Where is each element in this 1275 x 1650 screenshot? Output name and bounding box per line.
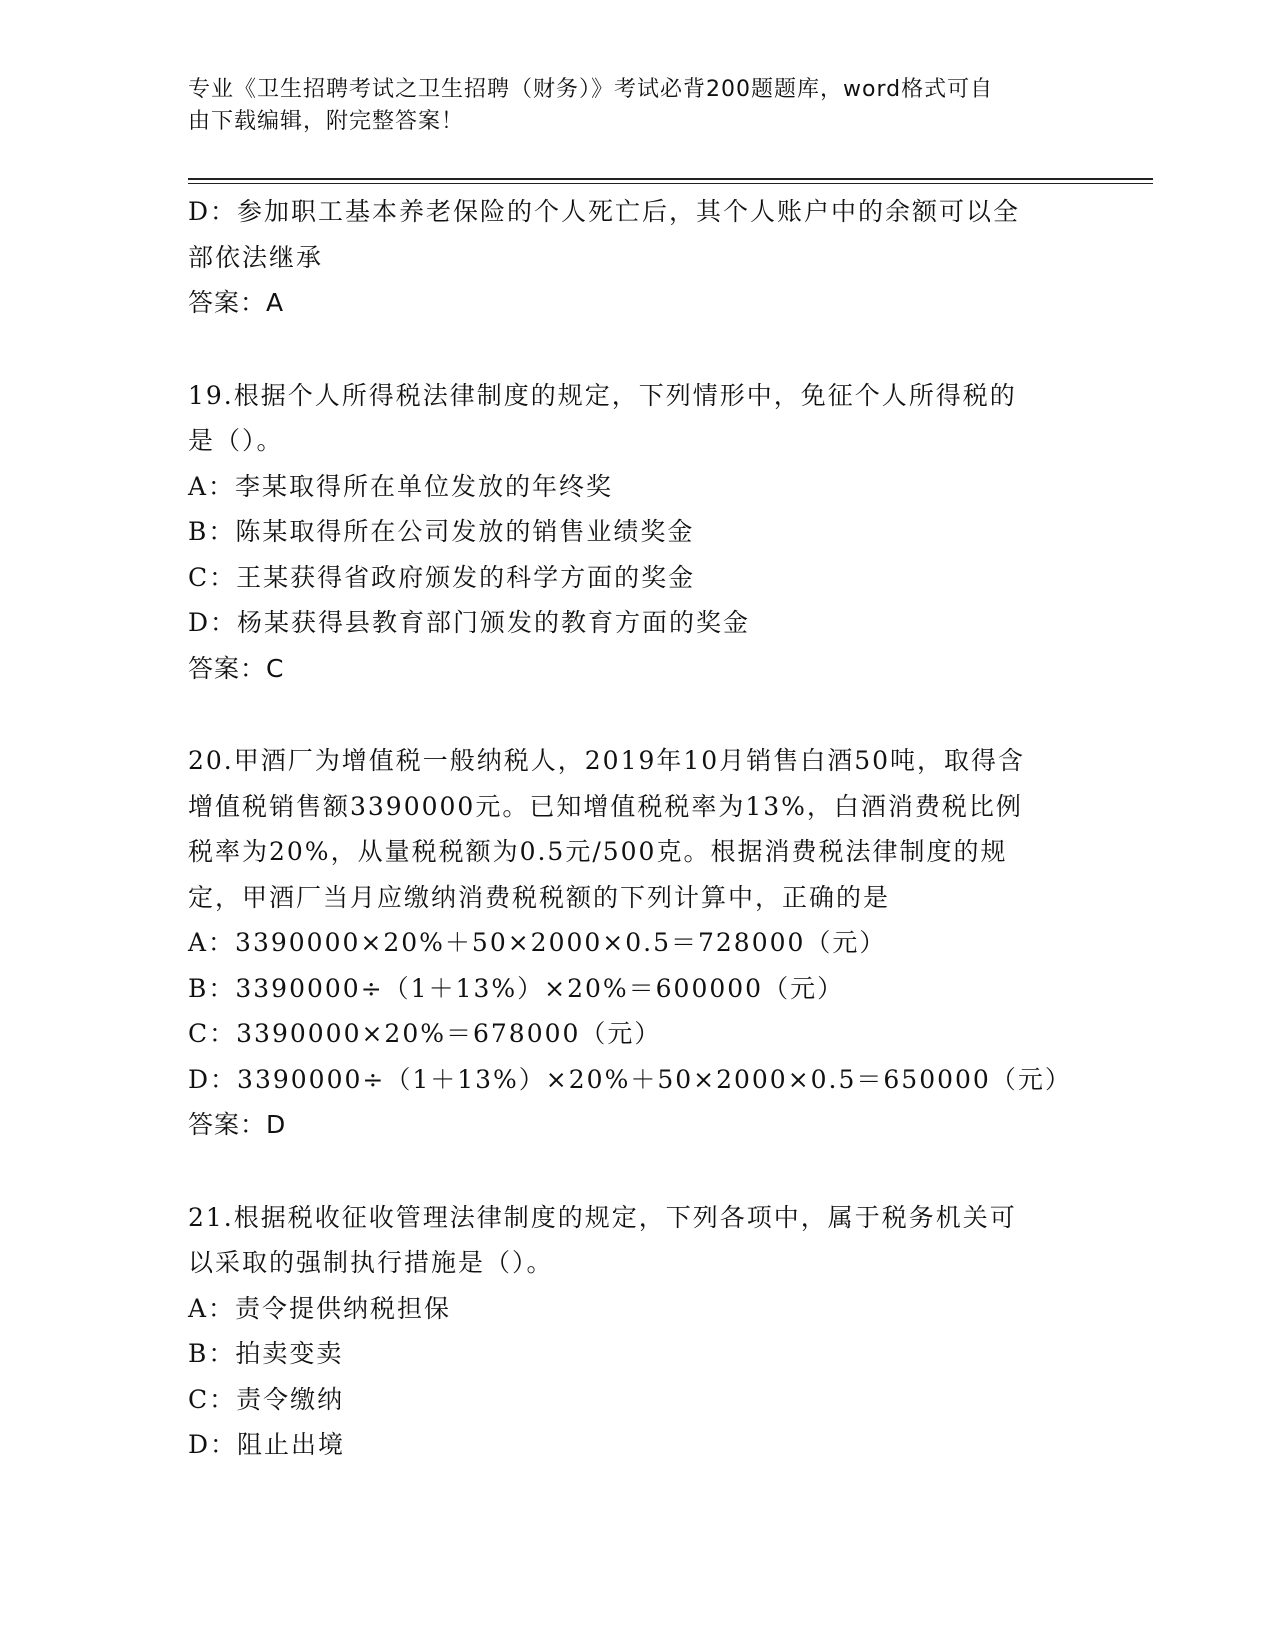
question-list — [188, 189, 1088, 1468]
question-stem-continued: 以采取的强制执行措施是（）。 — [188, 1248, 554, 1277]
question-stem-continued: 定，甲酒厂当月应缴纳消费税税额的下列计算中，正确的是 — [188, 882, 891, 912]
question-stem: 19.根据个人所得税法律制度的规定，下列情形中，免征个人所得税的 — [188, 380, 1017, 410]
option-b: B：拍卖变卖 — [188, 1339, 344, 1368]
option-b: B：3390000÷（1＋13%）×20%＝600000（元） — [188, 973, 845, 1003]
option-d-continued: 部依法继承 — [188, 242, 324, 272]
option-c: C：责令缴纳 — [188, 1384, 345, 1414]
option-b: B：陈某取得所在公司发放的销售业绩奖金 — [188, 517, 695, 546]
question-21 — [188, 1195, 1088, 1468]
question-stem: 21.根据税收征收管理法律制度的规定，下列各项中，属于税务机关可 — [188, 1202, 1017, 1232]
answer-line: 答案：A — [188, 288, 285, 317]
question-20 — [188, 738, 1088, 1148]
option-a: A：3390000×20%＋50×2000×0.5＝728000（元） — [188, 928, 887, 957]
option-d: D：3390000÷（1＋13%）×20%＋50×2000×0.5＝650000（元） — [188, 1064, 1072, 1094]
document-header — [188, 74, 1078, 138]
question-stem-continued: 税率为20%，从量税税额为0.5元/500克。根据消费税法律制度的规 — [188, 837, 1008, 866]
spacer — [188, 326, 1088, 373]
header-line-1: 专业《卫生招聘考试之卫生招聘（财务）》考试必背200题题库，word格式可自 — [188, 77, 994, 102]
option-d: D：参加职工基本养老保险的个人死亡后，其个人账户中的余额可以全 — [188, 197, 1021, 226]
header-line-2: 由下载编辑，附完整答案！ — [188, 109, 465, 134]
option-d: D：阻止出境 — [188, 1430, 346, 1459]
question-18-tail — [188, 189, 1088, 326]
header-divider-thin — [188, 183, 1153, 184]
option-a: A：李某取得所在单位发放的年终奖 — [188, 471, 614, 501]
answer-line: 答案：D — [188, 1110, 287, 1139]
spacer — [188, 691, 1088, 738]
option-d: D：杨某获得县教育部门颁发的教育方面的奖金 — [188, 608, 751, 637]
option-c: C：3390000×20%＝678000（元） — [188, 1019, 662, 1048]
question-stem: 20.甲酒厂为增值税一般纳税人，2019年10月销售白酒50吨，取得含 — [188, 746, 1026, 775]
option-a: A：责令提供纳税担保 — [188, 1293, 452, 1323]
question-19 — [188, 373, 1088, 692]
question-stem-continued: 是（）。 — [188, 426, 284, 455]
answer-line: 答案：C — [188, 653, 285, 683]
option-c: C：王某获得省政府颁发的科学方面的奖金 — [188, 562, 696, 592]
header-divider-thick — [188, 178, 1153, 180]
spacer — [188, 1148, 1088, 1195]
question-stem-continued: 增值税销售额3390000元。已知增值税税率为13%，白酒消费税比例 — [188, 791, 1023, 821]
